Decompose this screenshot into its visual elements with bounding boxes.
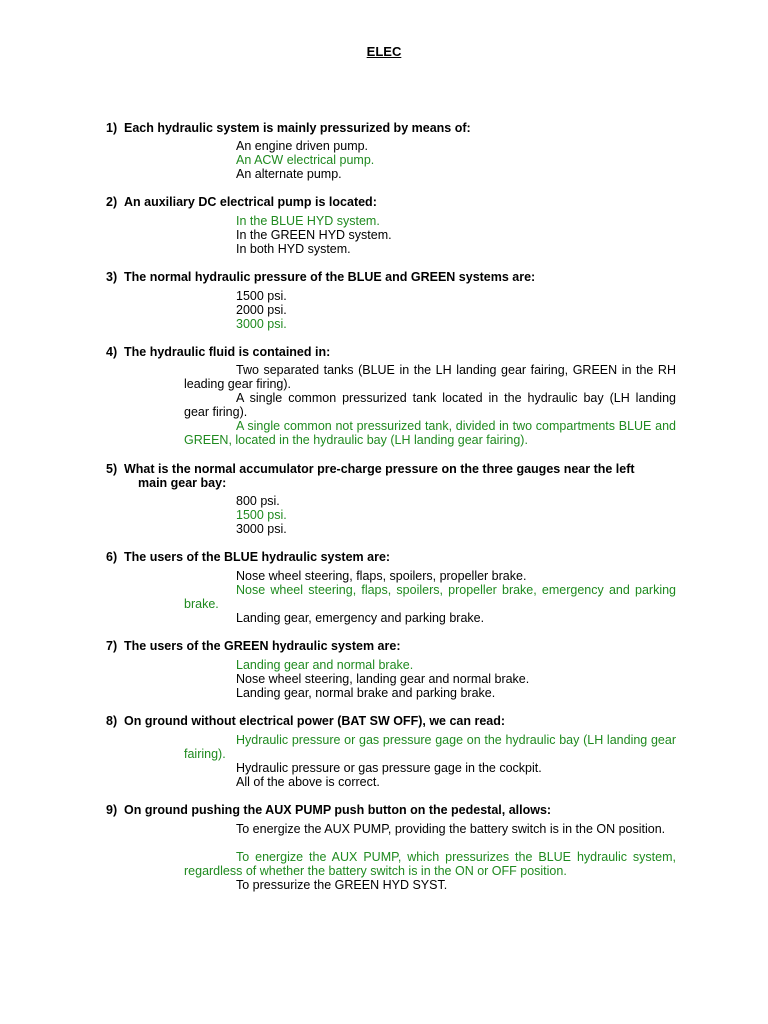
question-6 <box>106 550 676 564</box>
answer-option: Nose wheel steering, landing gear and normal brake. <box>236 672 530 686</box>
answer-option-correct: An ACW electrical pump. <box>236 153 375 167</box>
question-7 <box>106 639 676 653</box>
question-1 <box>106 121 676 135</box>
answer-option: In the GREEN HYD system. <box>236 228 392 242</box>
question-text: An auxiliary DC electrical pump is located: <box>124 195 377 209</box>
answer-option-correct: In the BLUE HYD system. <box>236 214 380 228</box>
question-text: On ground without electrical power (BAT SW OFF), we can read: <box>124 714 506 728</box>
answer-option: All of the above is correct. <box>236 775 380 789</box>
answer-option-correct: Nose wheel steering, flaps, spoilers, propeller brake, emergency and parking brake. <box>184 583 676 611</box>
question-number: 5) <box>106 462 118 476</box>
question-number: 1) <box>106 121 118 135</box>
answer-option-correct: 1500 psi. <box>236 508 287 522</box>
question-text: On ground pushing the AUX PUMP push button on the pedestal, allows: <box>124 803 552 817</box>
question-text: What is the normal accumulator pre-charge pressure on the three gauges near the left <box>124 462 635 476</box>
question-number: 8) <box>106 714 118 728</box>
answer-option-correct: A single common not pressurized tank, divided in two compartments BLUE and GREEN, located in the hydraulic bay (LH landing gear fairing). <box>184 419 676 447</box>
answer-option-correct: Landing gear and normal brake. <box>236 658 414 672</box>
question-number: 4) <box>106 345 118 359</box>
question-text: The normal hydraulic pressure of the BLUE and GREEN systems are: <box>124 270 536 284</box>
question-2 <box>106 195 676 209</box>
answer-option: Nose wheel steering, flaps, spoilers, propeller brake. <box>236 569 527 583</box>
question-text: The users of the BLUE hydraulic system are: <box>124 550 391 564</box>
answer-option: To energize the AUX PUMP, providing the battery switch is in the ON position. <box>236 822 666 836</box>
answer-option: To pressurize the GREEN HYD SYST. <box>236 878 448 892</box>
question-8 <box>106 714 676 728</box>
answer-option: Landing gear, emergency and parking brake. <box>236 611 485 625</box>
answer-option: In both HYD system. <box>236 242 351 256</box>
question-3 <box>106 270 676 284</box>
question-number: 9) <box>106 803 118 817</box>
question-number: 3) <box>106 270 118 284</box>
answer-option: 3000 psi. <box>236 522 287 536</box>
question-text: The hydraulic fluid is contained in: <box>124 345 331 359</box>
answer-option-correct: 3000 psi. <box>236 317 287 331</box>
answer-option: An engine driven pump. <box>236 139 369 153</box>
question-9 <box>106 803 676 817</box>
answer-option: 800 psi. <box>236 494 280 508</box>
answer-option-correct: To energize the AUX PUMP, which pressurizes the BLUE hydraulic system, regardless of whether the battery switch is in the ON or OFF position. <box>184 850 676 878</box>
question-text: Each hydraulic system is mainly pressurized by means of: <box>124 121 471 135</box>
answer-option: 2000 psi. <box>236 303 287 317</box>
answer-option-correct: Hydraulic pressure or gas pressure gage on the hydraulic bay (LH landing gear fairing). <box>184 733 676 761</box>
answer-option: 1500 psi. <box>236 289 287 303</box>
question-5 <box>106 462 676 490</box>
question-number: 7) <box>106 639 118 653</box>
answer-option: Two separated tanks (BLUE in the LH landing gear fairing, GREEN in the RH leading gear firing). <box>184 363 676 391</box>
question-text: The users of the GREEN hydraulic system are: <box>124 639 401 653</box>
question-4 <box>106 345 676 359</box>
answer-option: An alternate pump. <box>236 167 342 181</box>
answer-option: Landing gear, normal brake and parking brake. <box>236 686 496 700</box>
answer-option: A single common pressurized tank located in the hydraulic bay (LH landing gear firing). <box>184 391 676 419</box>
page-title: ELEC <box>366 44 402 59</box>
answer-option: Hydraulic pressure or gas pressure gage in the cockpit. <box>236 761 542 775</box>
question-number: 2) <box>106 195 118 209</box>
question-number: 6) <box>106 550 118 564</box>
question-text-continued: main gear bay: <box>138 476 227 490</box>
